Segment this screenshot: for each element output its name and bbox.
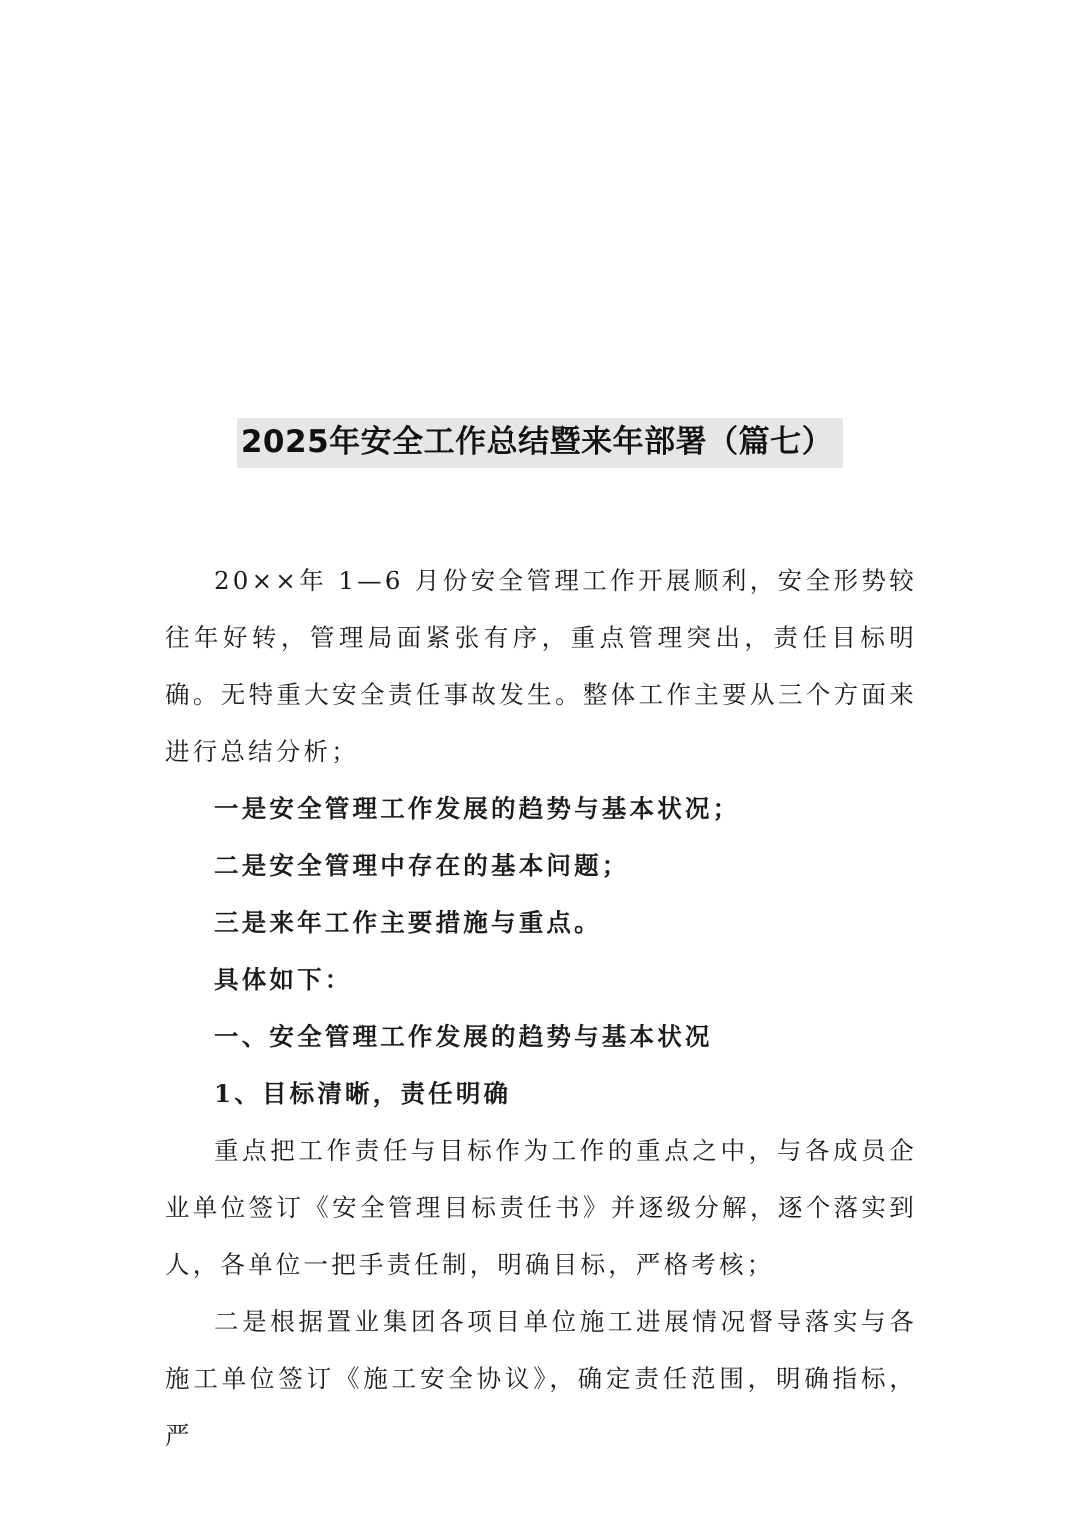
document-title: 2025年安全工作总结暨来年部署（篇七） bbox=[237, 418, 843, 468]
body-paragraph-2: 二是根据置业集团各项目单位施工进展情况督导落实与各施工单位签订《施工安全协议》，确定责任范围，明确指标，严 bbox=[165, 1307, 917, 1450]
body-paragraph-1: 重点把工作责任与目标作为工作的重点之中，与各成员企业单位签订《安全管理目标责任书》并逐级分解，逐个落实到人，各单位一把手责任制，明确目标，严格考核； bbox=[165, 1136, 917, 1279]
document-body bbox=[165, 552, 917, 1464]
summary-point-2: 二是安全管理中存在的基本问题； bbox=[214, 851, 630, 880]
summary-point-3: 三是来年工作主要措施与重点。 bbox=[214, 908, 602, 937]
intro-paragraph: 20××年 1—6 月份安全管理工作开展顺利，安全形势较往年好转，管理局面紧张有序，重点管理突出，责任目标明确。无特重大安全责任事故发生。整体工作主要从三个方面来进行总结分析； bbox=[165, 566, 917, 766]
subsection-heading-1: 1、目标清晰，责任明确 bbox=[214, 1079, 512, 1108]
details-lead: 具体如下： bbox=[214, 965, 353, 994]
section-heading-1: 一、安全管理工作发展的趋势与基本状况 bbox=[214, 1022, 713, 1051]
summary-point-1: 一是安全管理工作发展的趋势与基本状况； bbox=[214, 794, 741, 823]
title-container bbox=[0, 418, 1080, 468]
